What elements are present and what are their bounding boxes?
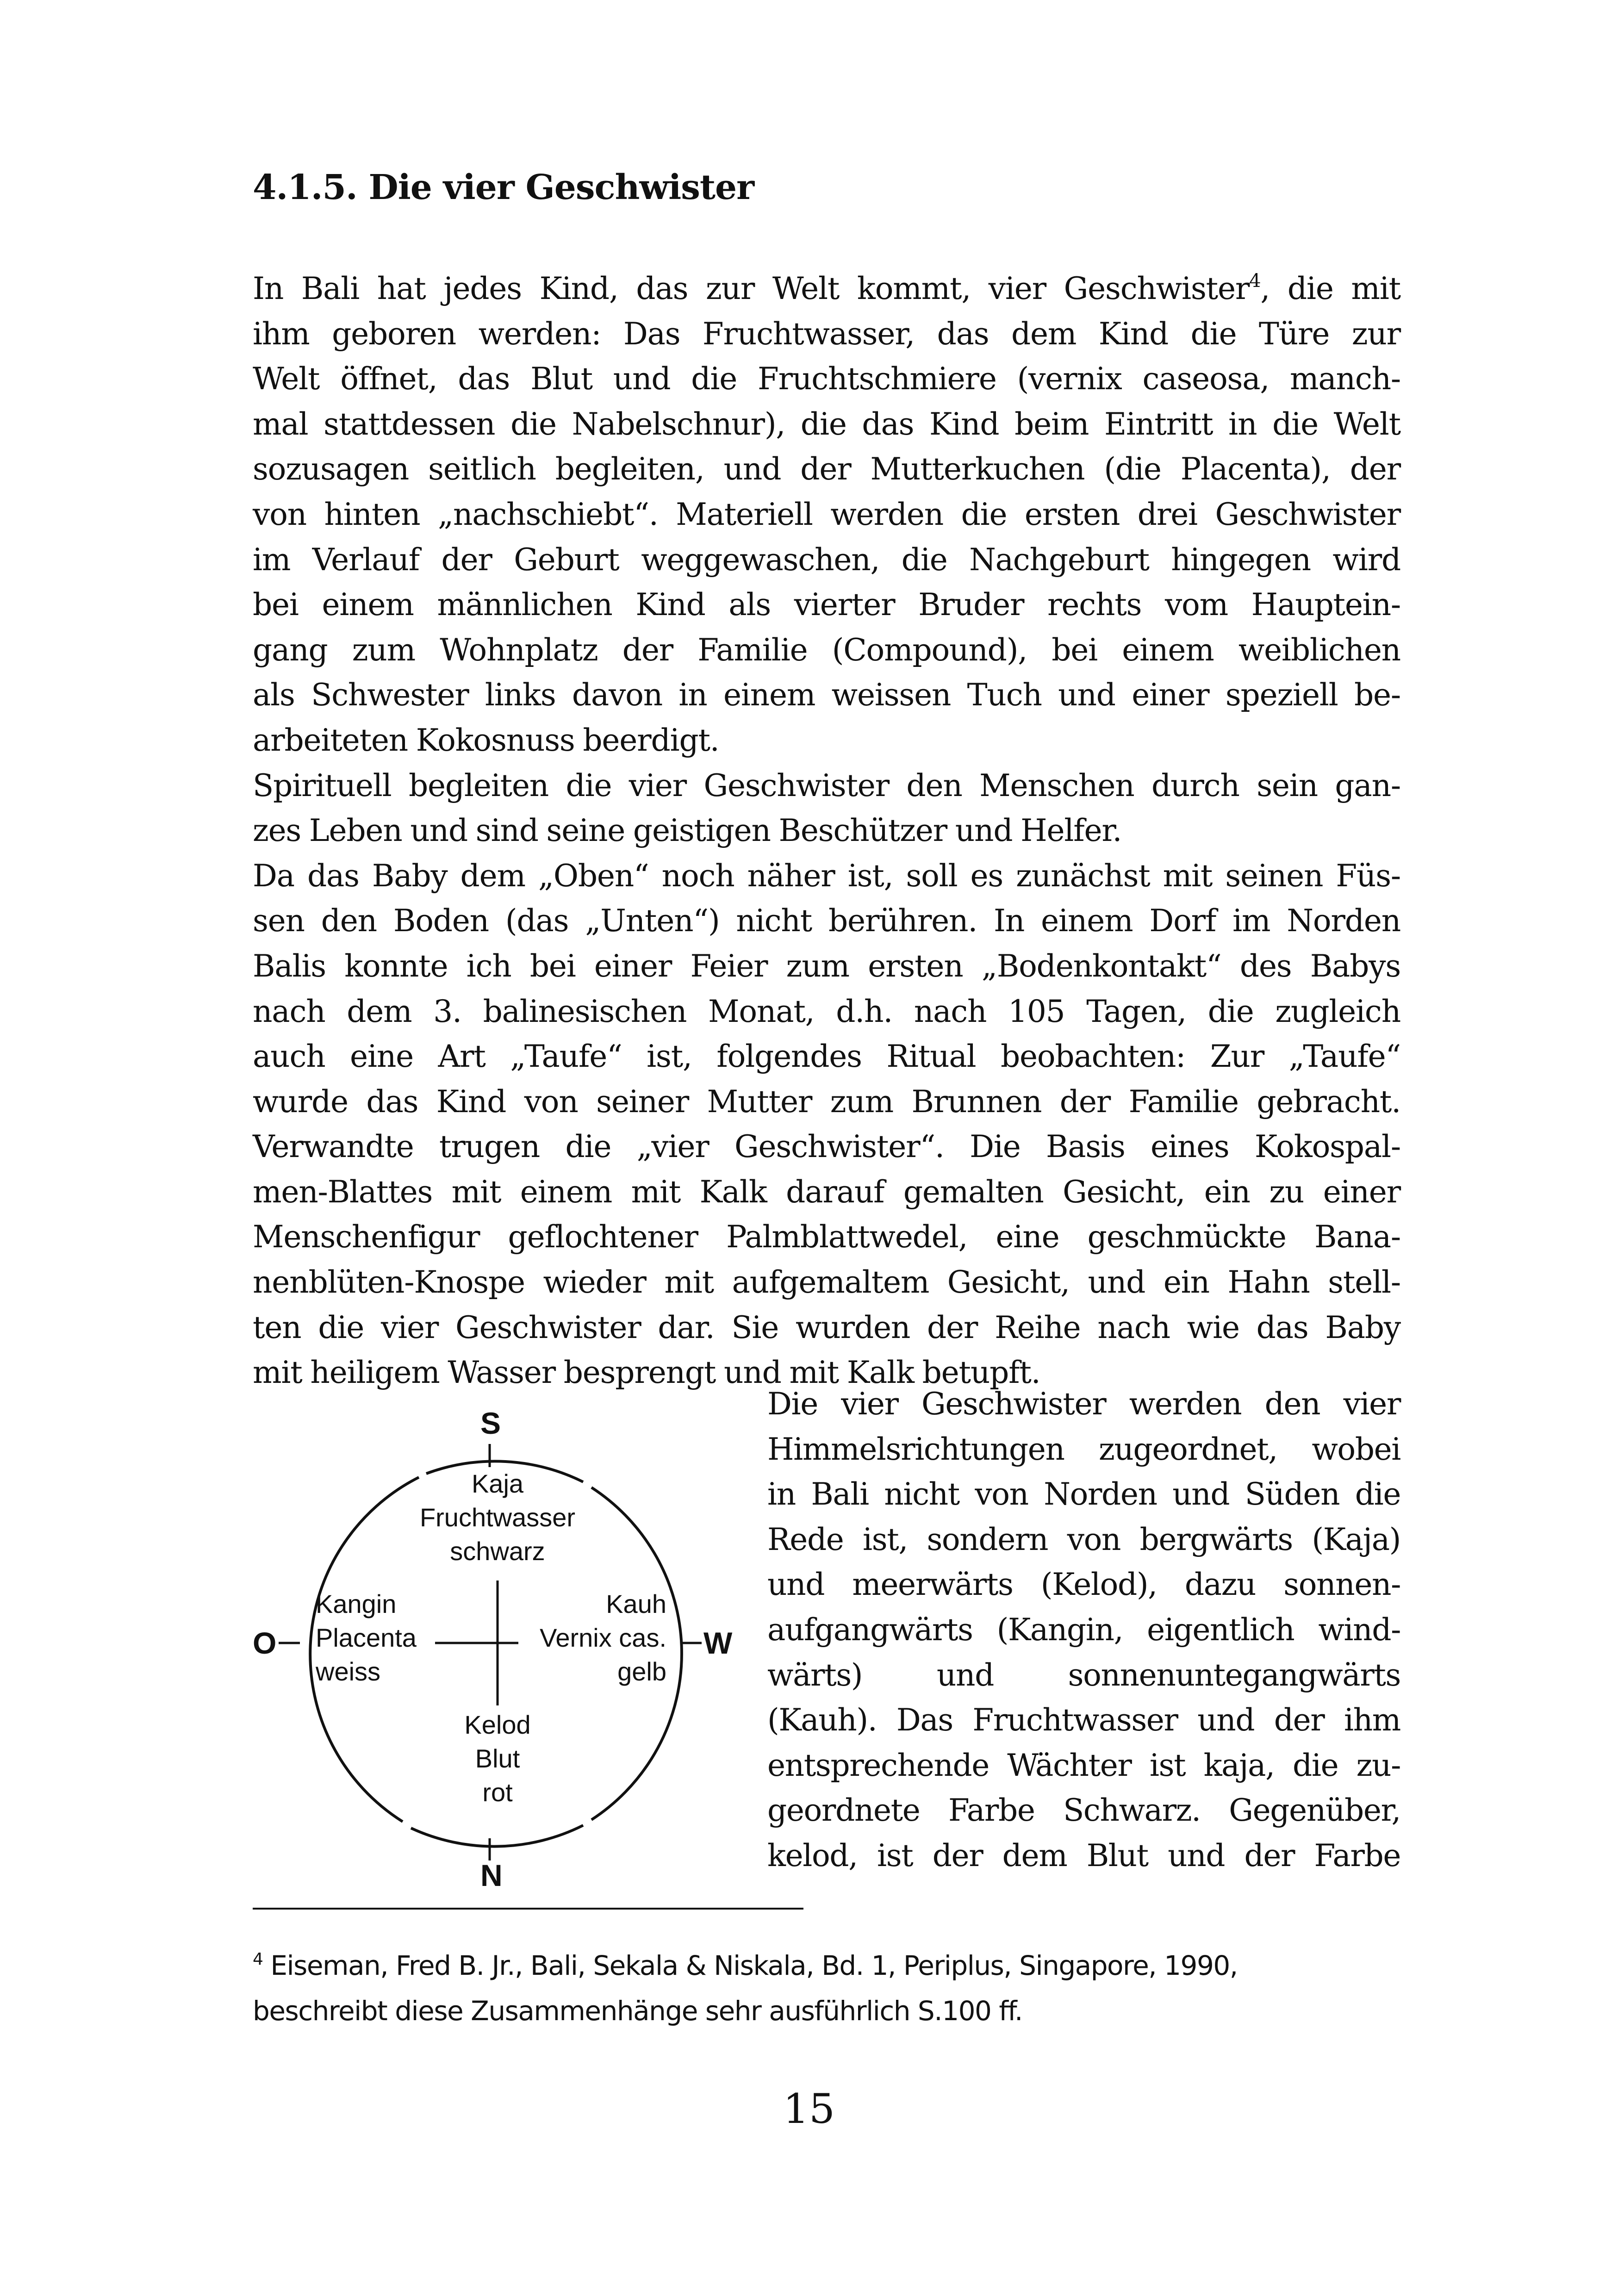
text-line: Da das Baby dem „Oben“ noch näher ist, soll es zunächst mit seinen Füs-: [253, 858, 1400, 894]
text-line: wärts) und sonnenuntegangwärts: [767, 1657, 1400, 1693]
kangin-element: Placenta: [316, 1623, 417, 1652]
text-line: In Bali hat jedes Kind, das zur Welt kommt, vier Geschwister$^4$, die mit: [253, 270, 1400, 306]
text-line: gang zum Wohnplatz der Familie (Compound), bei einem weiblichen: [253, 632, 1400, 668]
text-line: ihm geboren werden: Das Fruchtwasser, das dem Kind die Türe zur: [253, 316, 1400, 352]
footnote-divider: [253, 1908, 803, 1910]
footnote-number: 4: [253, 1950, 263, 1969]
text-line: Verwandte trugen die „vier Geschwister“. Die Basis eines Kokospal-: [253, 1129, 1400, 1165]
compass-w: W: [703, 1626, 733, 1660]
text-line: bei einem männlichen Kind als vierter Bruder rechts vom Hauptein-: [253, 587, 1400, 623]
compass-n: N: [480, 1858, 503, 1888]
kauh-color: gelb: [617, 1657, 666, 1686]
compass-s: S: [480, 1406, 501, 1440]
text-line: Menschenfigur geflochtener Palmblattwedel, eine geschmückte Bana-: [253, 1219, 1400, 1255]
kaja-color: schwarz: [450, 1537, 545, 1566]
text-line: ten die vier Geschwister dar. Sie wurden der Reihe nach wie das Baby: [253, 1309, 1400, 1345]
kaja-element: Fruchtwasser: [419, 1503, 576, 1532]
text-line: (Kauh). Das Fruchtwasser und der ihm: [767, 1702, 1400, 1738]
text-line: arbeiteten Kokosnuss beerdigt.: [253, 722, 719, 758]
text-line: men-Blattes mit einem mit Kalk darauf gemalten Gesicht, ein zu einer: [253, 1174, 1400, 1210]
text-line: sozusagen seitlich begleiten, und der Mutterkuchen (die Placenta), der: [253, 451, 1400, 487]
text-line: Die vier Geschwister werden den vier: [767, 1386, 1400, 1422]
kelod-color: rot: [482, 1778, 513, 1807]
kauh-label: Kauh: [606, 1589, 666, 1618]
body-text: [253, 266, 1400, 1395]
text-line: sen den Boden (das „Unten“) nicht berühren. In einem Dorf im Norden: [253, 903, 1400, 939]
text-line: kelod, ist der dem Blut und der Farbe: [767, 1837, 1400, 1873]
kelod-label: Kelod: [464, 1710, 531, 1739]
section-heading: 4.1.5. Die vier Geschwister: [253, 168, 754, 207]
text-line: Rede ist, sondern von bergwärts (Kaja): [767, 1521, 1400, 1557]
text-line: entsprechende Wächter ist kaja, die zu-: [767, 1747, 1400, 1783]
text-line: mal stattdessen die Nabelschnur), die das Kind beim Eintritt in die Welt: [253, 406, 1400, 442]
text-line: auch eine Art „Taufe“ ist, folgendes Ritual beobachten: Zur „Taufe“: [253, 1039, 1400, 1075]
text-line: Welt öffnet, das Blut und die Fruchtschmiere (vernix caseosa, manch-: [253, 361, 1400, 397]
circle-arc-right: [591, 1487, 682, 1820]
four-siblings-compass-diagram: [241, 1398, 764, 1888]
footnote: [253, 1943, 1400, 2034]
footnote-line: $^4$ Eiseman, Fred B. Jr., Bali, Sekala & Niskala, Bd. 1, Periplus, Singapore, 1990,: [253, 1950, 1238, 1981]
text-line: Himmelsrichtungen zugeordnet, wobei: [767, 1431, 1400, 1467]
text-line: als Schwester links davon in einem weissen Tuch und einer speziell be-: [253, 677, 1400, 713]
text-line: zes Leben und sind seine geistigen Beschützer und Helfer.: [253, 813, 1122, 849]
circle-arc-bottom: [411, 1825, 583, 1847]
page-number: 15: [783, 2085, 835, 2133]
text-line: im Verlauf der Geburt weggewaschen, die Nachgeburt hingegen wird: [253, 541, 1400, 578]
text-line: nach dem 3. balinesischen Monat, d.h. nach 105 Tagen, die zugleich: [253, 993, 1400, 1029]
compass-o: O: [253, 1626, 277, 1660]
kelod-element: Blut: [475, 1744, 520, 1773]
kauh-element: Vernix cas.: [540, 1623, 666, 1652]
text-line: von hinten „nachschiebt“. Materiell werden die ersten drei Geschwister: [253, 496, 1400, 532]
text-line: und meerwärts (Kelod), dazu sonnen-: [767, 1567, 1400, 1603]
side-text: [767, 1381, 1400, 1879]
text-line: wurde das Kind von seiner Mutter zum Brunnen der Familie gebracht.: [253, 1083, 1400, 1120]
text-line: nenblüten-Knospe wieder mit aufgemaltem Gesicht, und ein Hahn stell-: [253, 1264, 1400, 1300]
kangin-color: weiss: [316, 1657, 381, 1686]
kaja-label: Kaja: [471, 1469, 524, 1498]
footnote-line: beschreibt diese Zusammenhänge sehr ausführlich S.100 ff.: [253, 1995, 1022, 2027]
text-line: geordnete Farbe Schwarz. Gegenüber,: [767, 1792, 1400, 1829]
kangin-label: Kangin: [316, 1589, 397, 1618]
text-line: aufgangwärts (Kangin, eigentlich wind-: [767, 1612, 1400, 1648]
text-line: Balis konnte ich bei einer Feier zum ersten „Bodenkontakt“ des Babys: [253, 948, 1400, 984]
text-line: Spirituell begleiten die vier Geschwister den Menschen durch sein gan-: [253, 767, 1400, 803]
text-line: in Bali nicht von Norden und Süden die: [767, 1476, 1400, 1512]
footnote-marker[interactable]: 4: [1249, 270, 1261, 292]
text-line: mit heiligem Wasser besprengt und mit Kalk betupft.: [253, 1355, 1040, 1391]
